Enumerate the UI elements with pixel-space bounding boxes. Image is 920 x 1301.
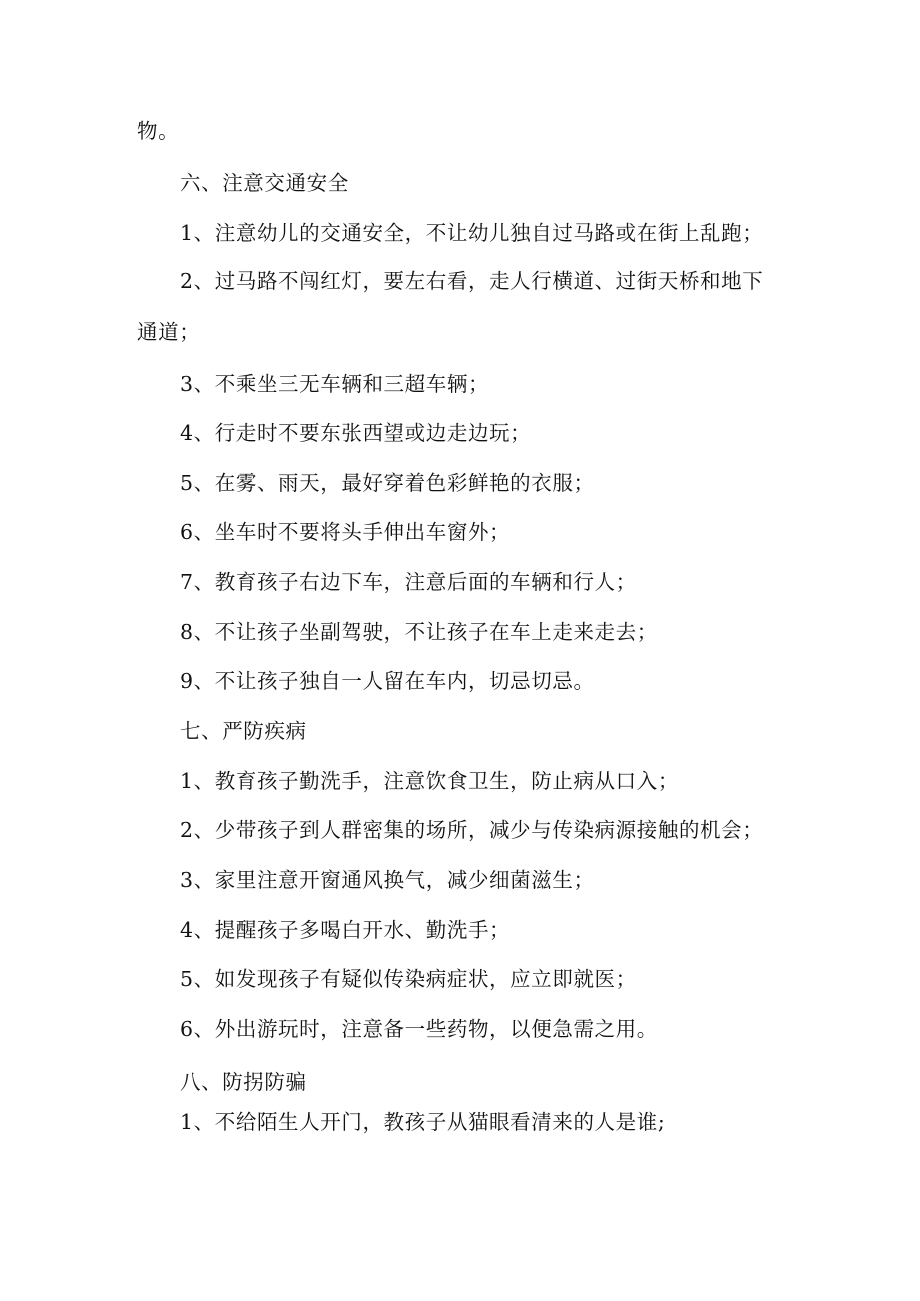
list-item: 3、家里注意开窗通风换气，减少细菌滋生； <box>180 868 595 892</box>
section-heading-disease-prevention: 七、严防疾病 <box>180 719 307 743</box>
list-item: 1、注意幼儿的交通安全，不让幼儿独自过马路或在街上乱跑； <box>180 221 764 245</box>
list-item: 3、不乘坐三无车辆和三超车辆； <box>180 372 490 396</box>
list-item: 1、不给陌生人开门，教孩子从猫眼看清来的人是谁; <box>180 1110 666 1134</box>
list-item: 6、坐车时不要将头手伸出车窗外； <box>180 520 511 544</box>
list-item: 4、提醒孩子多喝白开水、勤洗手； <box>180 918 511 942</box>
list-item: 7、教育孩子右边下车，注意后面的车辆和行人； <box>180 570 637 594</box>
list-item: 5、如发现孩子有疑似传染病症状，应立即就医； <box>180 967 637 991</box>
paragraph-continuation: 物。 <box>137 119 180 143</box>
list-item: 4、行走时不要东张西望或边走边玩； <box>180 421 532 445</box>
list-item: 5、在雾、雨天，最好穿着色彩鲜艳的衣服； <box>180 471 595 495</box>
list-item: 2、过马路不闯红灯，要左右看，走人行横道、过街天桥和地下 <box>180 269 764 293</box>
list-item: 8、不让孩子坐副驾驶，不让孩子在车上走来走去； <box>180 620 658 644</box>
list-item: 1、教育孩子勤洗手，注意饮食卫生，防止病从口入； <box>180 769 679 793</box>
section-heading-anti-abduction: 八、防拐防骗 <box>180 1070 307 1094</box>
list-item: 9、不让孩子独自一人留在车内，切忌切忌。 <box>180 669 595 693</box>
list-item: 6、外出游玩时，注意备一些药物，以便急需之用。 <box>180 1017 658 1041</box>
list-item-continuation: 通道； <box>137 320 201 344</box>
list-item: 2、少带孩子到人群密集的场所，减少与传染病源接触的机会； <box>180 818 764 842</box>
section-heading-traffic-safety: 六、注意交通安全 <box>180 171 349 195</box>
